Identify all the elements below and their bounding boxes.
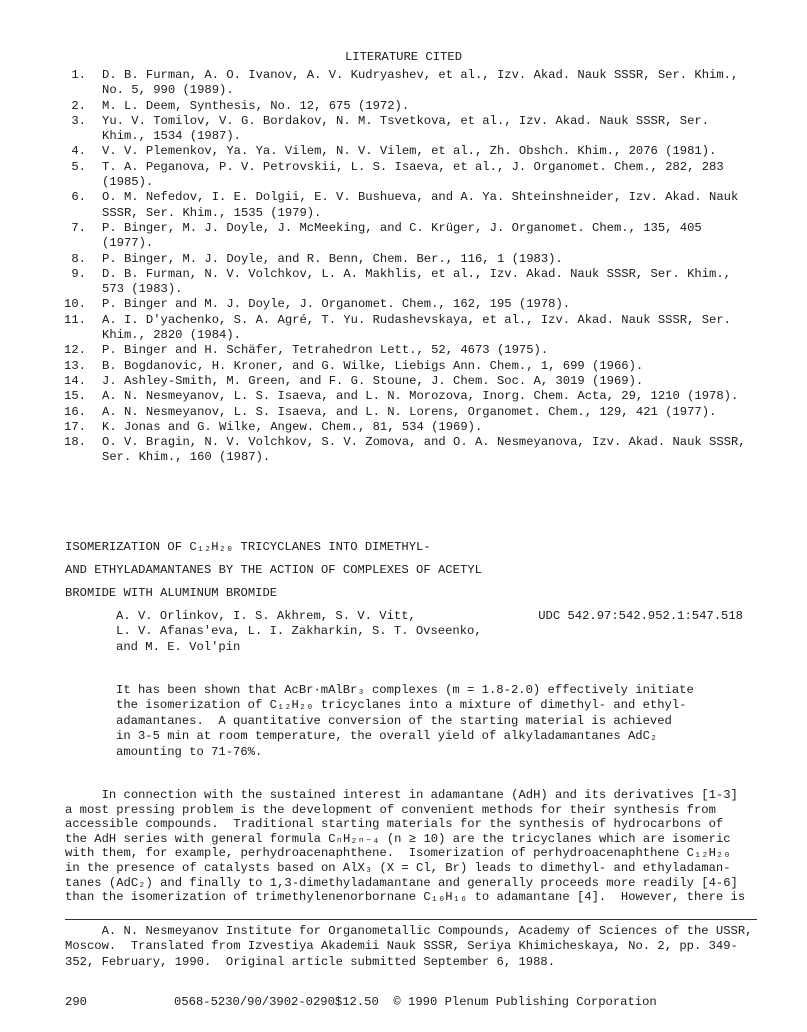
reference-number: 4. [71,144,86,159]
reference-item [52,374,772,389]
reference-text: D. B. Furman, A. O. Ivanov, A. V. Kudryashev, et al., Izv. Akad. Nauk SSSR, Ser. Khim., [102,68,739,82]
reference-text: O. V. Bragin, N. V. Volchkov, S. V. Zomova, and O. A. Nesmeyanova, Izv. Akad. Nauk SSSR, [102,435,746,450]
reference-number: 6. [71,190,86,205]
reference-number: 16. [64,404,86,419]
reference-item [52,389,772,404]
reference-item [52,343,772,358]
reference-number: 13. [64,358,86,373]
reference-number: 2. [71,98,86,113]
reference-text: T. A. Peganova, P. V. Petrovskii, L. S. Isaeva, et al., J. Organomet. Chem., 282, 283 [102,159,724,174]
reference-item [52,313,772,344]
title-line: BROMIDE WITH ALUMINUM BROMIDE [65,586,278,600]
author-line: L. V. Afanas'eva, L. I. Zakharkin, S. T. Ovseenko, [116,624,482,639]
author-line: A. V. Orlinkov, I. S. Akhrem, S. V. Vitt, [116,609,416,623]
body-text [65,788,765,905]
affiliation-line: Moscow. Translated from Izvestiya Akademii Nauk SSSR, Seriya Khimicheskaya, No. 2, pp. 349- [65,939,738,954]
reference-item [52,114,772,145]
reference-item [52,99,772,114]
reference-item [52,68,772,99]
body-line: than the isomerization of trimethylenenorbornane C₁₀H₁₆ to adamantane [4]. However, there is [65,890,746,905]
reference-text: Ser. Khim., 160 (1987). [102,450,271,465]
reference-number: 15. [64,389,86,404]
reference-number: 5. [71,159,86,174]
author-list [116,609,536,655]
reference-number: 1. [71,68,86,82]
reference-text: Khim., 2820 (1984). [102,328,241,343]
body-line: a most pressing problem is the development of convenient methods for their synthesis from [65,802,716,817]
author-line: and M. E. Vol'pin [116,639,241,654]
reference-text: No. 5, 990 (1989). [102,83,234,98]
reference-item [52,252,772,267]
affiliation-line: A. N. Nesmeyanov Institute for Organometallic Compounds, Academy of Sciences of the USSR, [65,924,753,938]
reference-item [52,435,772,466]
reference-item [52,190,772,221]
reference-text: Khim., 1534 (1987). [102,129,241,144]
reference-number: 10. [64,297,86,312]
reference-item [52,359,772,374]
reference-text: K. Jonas and G. Wilke, Angew. Chem., 81, 534 (1969). [102,419,483,434]
reference-text: (1985). [102,175,154,190]
reference-number: 18. [64,435,86,450]
reference-number: 9. [71,266,86,281]
abstract-line: adamantanes. A quantitative conversion of the starting material is achieved [116,713,672,728]
reference-item [52,267,772,298]
reference-text: 573 (1983). [102,282,183,297]
reference-item [52,420,772,435]
body-line: the AdH series with general formula CₙH₂ₙ₋₄ (n ≥ 10) are the tricyclanes which are isomeric [65,831,731,846]
title-line: AND ETHYLADAMANTANES BY THE ACTION OF COMPLEXES OF ACETYL [65,563,482,577]
reference-text: P. Binger, M. J. Doyle, and R. Benn, Chem. Ber., 116, 1 (1983). [102,251,563,266]
reference-item [52,221,772,252]
abstract-line: It has been shown that AcBr·mAlBr₃ complexes (m = 1.8-2.0) effectively initiate [116,683,694,697]
reference-text: P. Binger and M. J. Doyle, J. Organomet. Chem., 162, 195 (1978). [102,297,571,312]
reference-number: 3. [71,113,86,128]
body-line: In connection with the sustained interest in adamantane (AdH) and its derivatives [1-3] [65,788,738,802]
body-line: with them, for example, perhydroacenaphthene. Isomerization of perhydroacenaphthene C₁₂H₂₀ [65,846,731,861]
reference-number: 12. [64,343,86,358]
reference-text: M. L. Deem, Synthesis, No. 12, 675 (1972). [102,98,410,113]
reference-item [52,405,772,420]
reference-number: 14. [64,373,86,388]
reference-text: P. Binger, M. J. Doyle, J. McMeeking, and C. Krüger, J. Organomet. Chem., 135, 405 [102,220,702,235]
reference-text: Yu. V. Tomilov, V. G. Bordakov, N. M. Tsvetkova, et al., Izv. Akad. Nauk SSSR, Ser. [102,113,710,128]
reference-text: SSSR, Ser. Khim., 1535 (1979). [102,205,322,220]
reference-text: A. I. D'yachenko, S. A. Agré, T. Yu. Rudashevskaya, et al., Izv. Akad. Nauk SSSR, Ser. [102,312,731,327]
body-line: tanes (AdC₂) and finally to 1,3-dimethyladamantane and generally proceeds more readily [4-6] [65,875,738,890]
reference-text: J. Ashley-Smith, M. Green, and F. G. Stoune, J. Chem. Soc. A, 3019 (1969). [102,373,644,388]
page-number: 290 [65,995,87,1009]
reference-item [52,160,772,191]
article-title [65,536,765,605]
reference-number: 7. [71,220,86,235]
reference-text: V. V. Plemenkov, Ya. Ya. Vilem, N. V. Vilem, et al., Zh. Obshch. Khim., 2076 (1981). [102,144,717,159]
udc-code: UDC 542.97:542.952.1:547.518 [538,609,743,623]
affiliation-footnote [65,924,765,970]
abstract [116,683,736,760]
reference-number: 8. [71,251,86,266]
abstract-line: the isomerization of C₁₂H₂₀ tricyclanes into a mixture of dimethyl- and ethyl- [116,698,687,713]
abstract-line: in 3-5 min at room temperature, the overall yield of alkyladamantanes AdC₂ [116,729,658,744]
reference-number: 17. [64,419,86,434]
reference-number: 11. [64,312,86,327]
affiliation-line: 352, February, 1990. Original article submitted September 6, 1988. [65,954,556,969]
reference-text: (1977). [102,236,154,251]
reference-item [52,144,772,159]
abstract-line: amounting to 71-76%. [116,744,263,759]
reference-text: O. M. Nefedov, I. E. Dolgii, E. V. Bushueva, and A. Ya. Shteinshneider, Izv. Akad. Nauk [102,190,739,205]
literature-cited-heading: LITERATURE CITED [344,50,463,64]
reference-text: B. Bogdanovic, H. Kroner, and G. Wilke, Liebigs Ann. Chem., 1, 699 (1966). [102,358,644,373]
reference-text: D. B. Furman, N. V. Volchkov, L. A. Makhlis, et al., Izv. Akad. Nauk SSSR, Ser. Khim., [102,266,731,281]
body-line: in the presence of catalysts based on AlX₃ (X = Cl, Br) leads to dimethyl- and ethyladaman- [65,860,731,875]
reference-text: P. Binger and H. Schäfer, Tetrahedron Lett., 52, 4673 (1975). [102,343,549,358]
title-line: ISOMERIZATION OF C₁₂H₂₀ TRICYCLANES INTO DIMETHYL- [65,540,431,554]
reference-text: A. N. Nesmeyanov, L. S. Isaeva, and L. N. Lorens, Organomet. Chem., 129, 421 (1977). [102,404,717,419]
footnote-divider [65,919,757,920]
reference-item [52,297,772,312]
publication-info: 0568-5230/90/3902-0290$12.50 © 1990 Plenum Publishing Corporation [174,995,657,1009]
reference-list [52,68,772,466]
reference-text: A. N. Nesmeyanov, L. S. Isaeva, and L. N. Morozova, Inorg. Chem. Acta, 29, 1210 (1978). [102,389,739,404]
body-line: accessible compounds. Traditional starting materials for the synthesis of hydrocarbons of [65,817,724,832]
